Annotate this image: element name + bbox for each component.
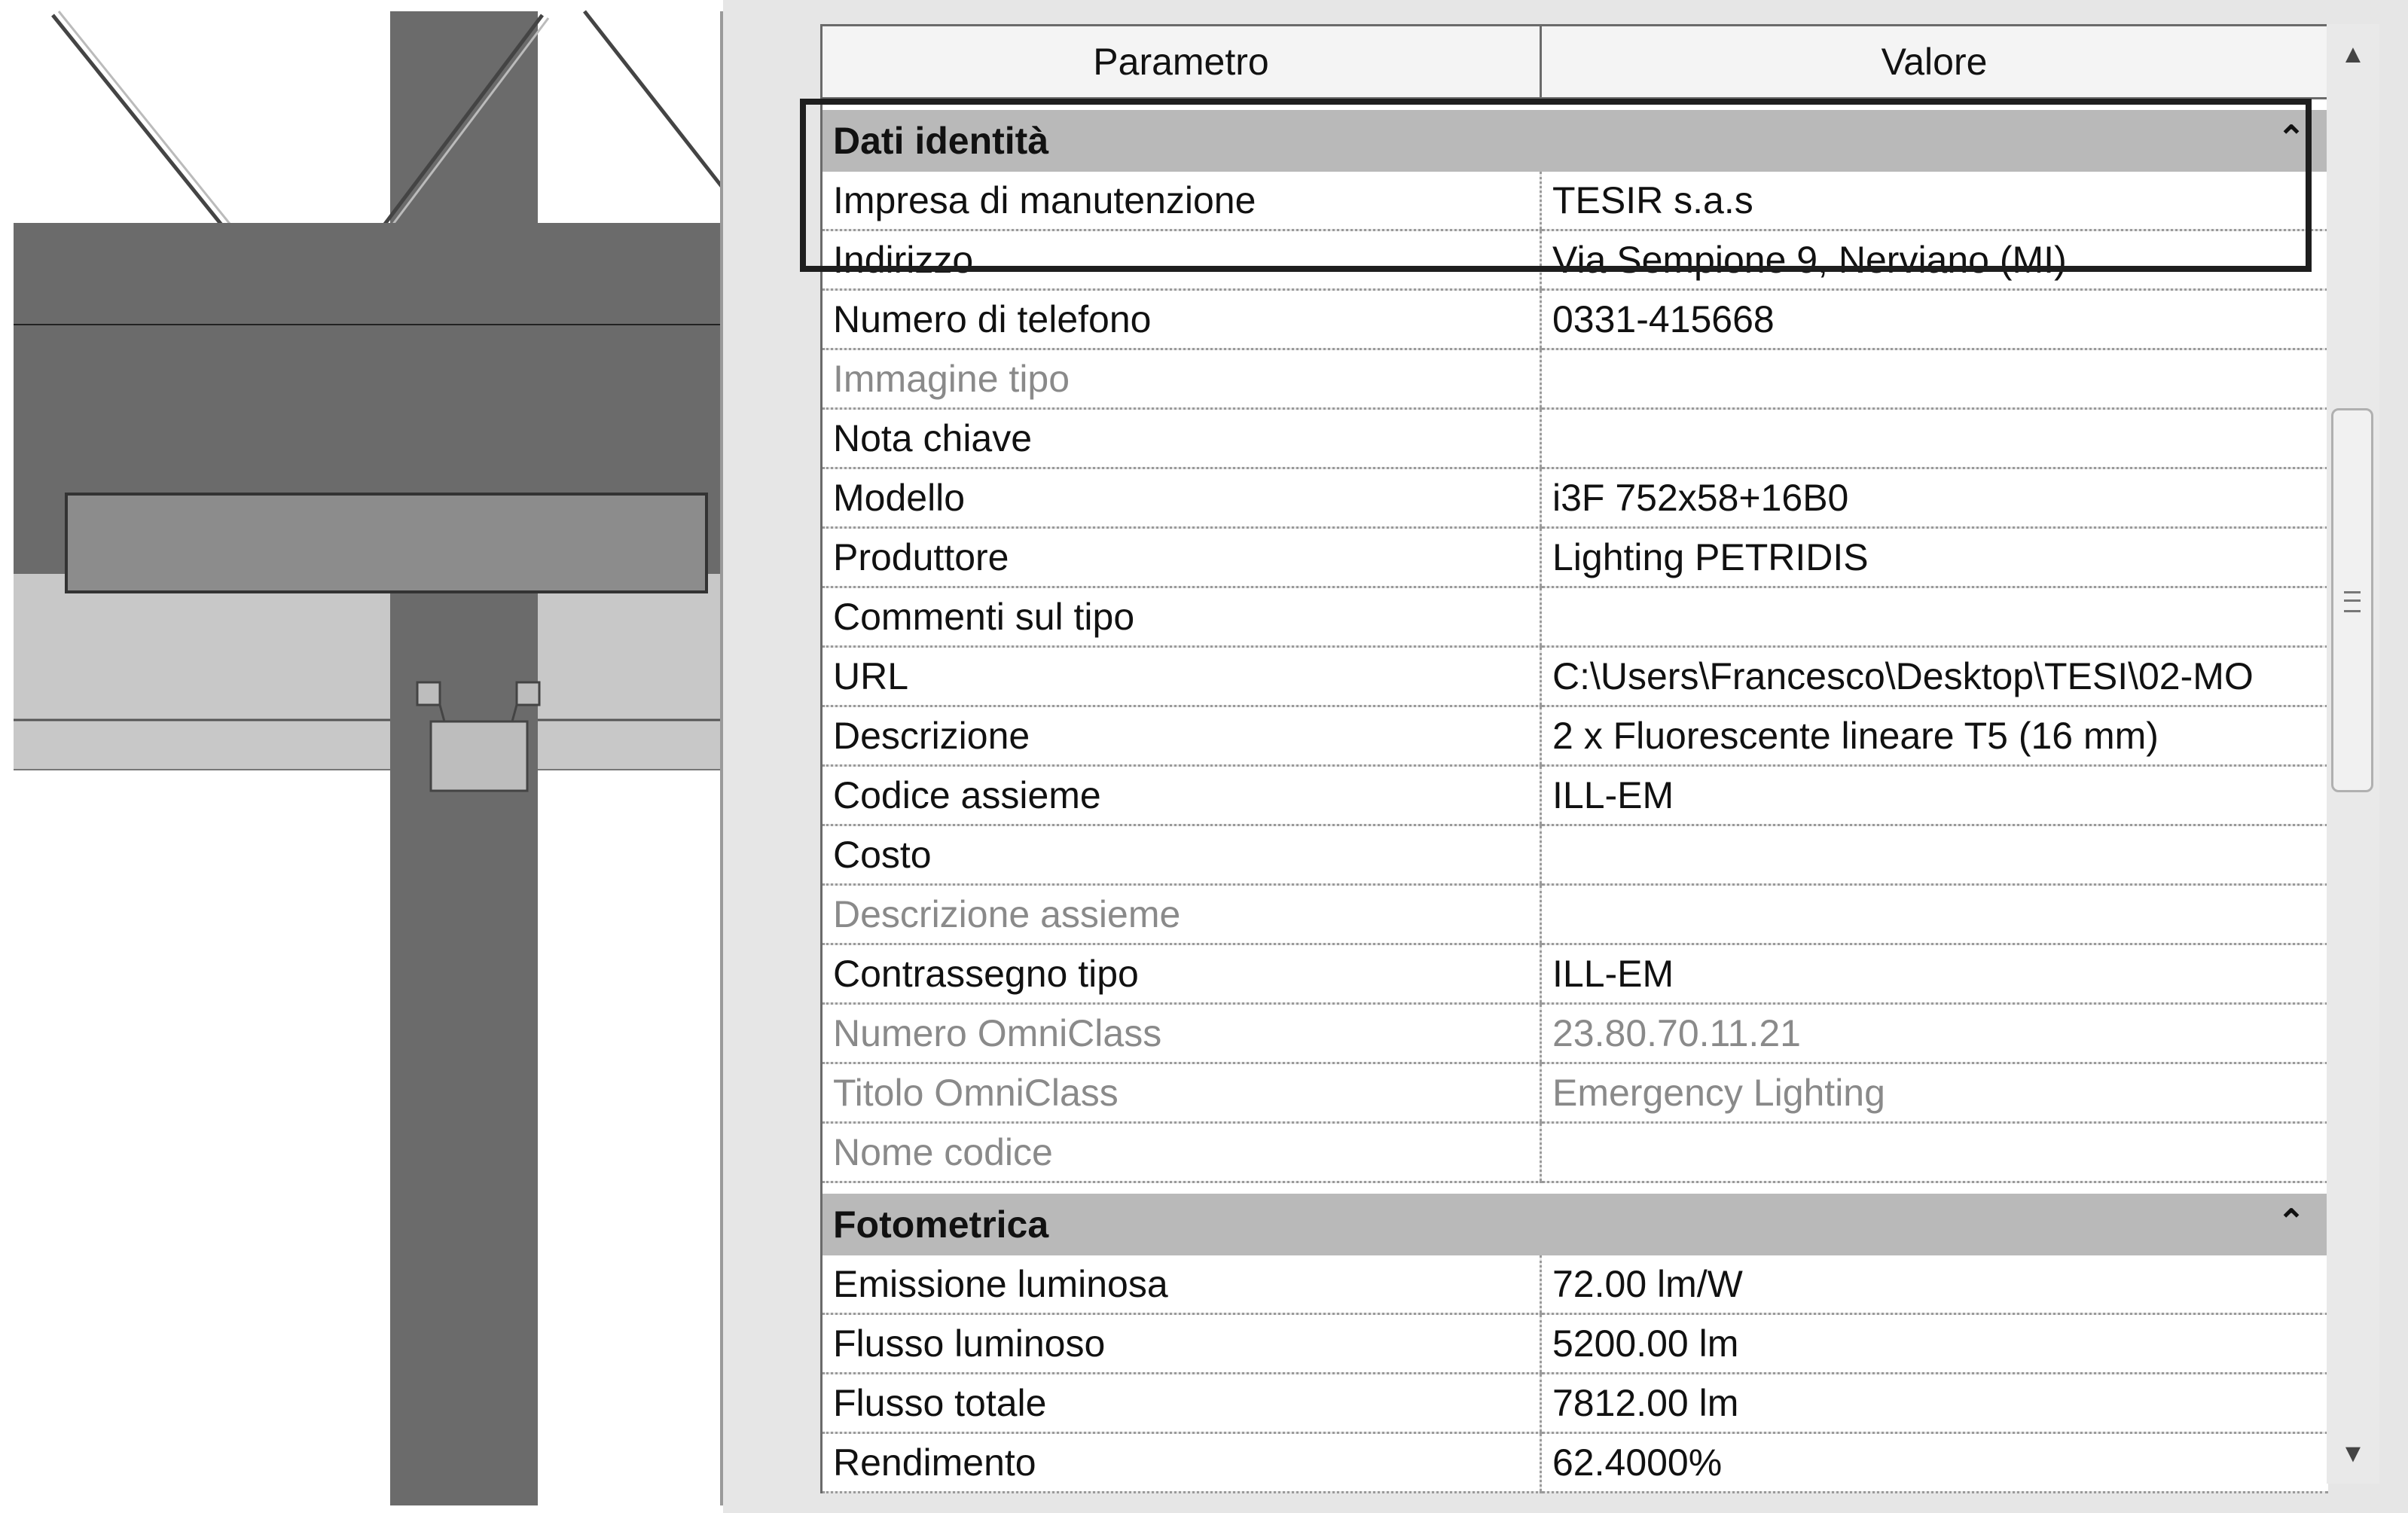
parameter-name: Contrassegno tipo xyxy=(822,944,1541,1004)
parameter-name: Titolo OmniClass xyxy=(822,1063,1541,1123)
parameter-name: Flusso totale xyxy=(822,1374,1541,1433)
group-title: Dati identità xyxy=(833,120,1049,162)
table-row[interactable] xyxy=(822,349,2328,409)
parameter-value[interactable] xyxy=(1541,1123,2328,1182)
collapse-icon[interactable]: ⌃ xyxy=(2277,120,2306,157)
parameter-name: Rendimento xyxy=(822,1433,1541,1493)
table-row[interactable] xyxy=(822,1255,2328,1314)
table-row[interactable] xyxy=(822,290,2328,349)
parameter-name: Produttore xyxy=(822,528,1541,587)
section-drawing xyxy=(0,0,723,1513)
parameter-name: Modello xyxy=(822,468,1541,528)
table-row[interactable] xyxy=(822,1314,2328,1374)
parameter-name: Commenti sul tipo xyxy=(822,587,1541,647)
parameter-value[interactable]: 23.80.70.11.21 xyxy=(1541,1004,2328,1063)
parameter-value[interactable]: Via Sempione 9, Nerviano (MI) xyxy=(1541,230,2328,290)
concrete-slab xyxy=(14,574,723,770)
parameter-value[interactable]: 72.00 lm/W xyxy=(1541,1255,2328,1314)
parameter-value[interactable] xyxy=(1541,409,2328,468)
type-properties-table xyxy=(820,24,2329,1493)
parameter-name: Costo xyxy=(822,825,1541,885)
table-row[interactable] xyxy=(822,587,2328,647)
parameter-name: Codice assieme xyxy=(822,766,1541,825)
table-header xyxy=(822,26,2328,99)
parameter-value[interactable] xyxy=(1541,825,2328,885)
table-row[interactable] xyxy=(822,172,2328,230)
drawing-viewport[interactable] xyxy=(0,0,723,1513)
table-row[interactable] xyxy=(822,1004,2328,1063)
parameter-name: Nota chiave xyxy=(822,409,1541,468)
parameter-name: Immagine tipo xyxy=(822,349,1541,409)
parameter-value[interactable]: 0331-415668 xyxy=(1541,290,2328,349)
parameter-value[interactable]: TESIR s.a.s xyxy=(1541,172,2328,230)
table-row[interactable] xyxy=(822,885,2328,944)
table-row[interactable] xyxy=(822,1433,2328,1493)
table-row[interactable] xyxy=(822,647,2328,706)
table-row[interactable] xyxy=(822,706,2328,766)
parameter-name: Descrizione assieme xyxy=(822,885,1541,944)
parameter-value[interactable]: 2 x Fluorescente lineare T5 (16 mm) xyxy=(1541,706,2328,766)
parameter-name: Descrizione xyxy=(822,706,1541,766)
table-row[interactable] xyxy=(822,528,2328,587)
table-row[interactable] xyxy=(822,409,2328,468)
parameter-value[interactable]: 7812.00 lm xyxy=(1541,1374,2328,1433)
group-header-photometry[interactable] xyxy=(822,1194,2328,1255)
parameter-value[interactable]: C:\Users\Francesco\Desktop\TESI\02-MO xyxy=(1541,647,2328,706)
beam-flange xyxy=(66,494,707,592)
collapse-icon[interactable]: ⌃ xyxy=(2277,1203,2306,1240)
grip-icon xyxy=(2344,591,2361,612)
scroll-down-arrow-icon[interactable]: ▼ xyxy=(2340,1438,2366,1468)
table-row[interactable] xyxy=(822,1063,2328,1123)
parameter-value[interactable]: 5200.00 lm xyxy=(1541,1314,2328,1374)
parameter-name: URL xyxy=(822,647,1541,706)
parameter-name: Numero OmniClass xyxy=(822,1004,1541,1063)
parameter-value[interactable] xyxy=(1541,885,2328,944)
group-header-identity[interactable] xyxy=(822,110,2328,172)
parameter-value[interactable]: 62.4000% xyxy=(1541,1433,2328,1493)
column-header-parameter[interactable]: Parametro xyxy=(822,26,1541,99)
parameter-value[interactable]: Emergency Lighting xyxy=(1541,1063,2328,1123)
parameter-name: Numero di telefono xyxy=(822,290,1541,349)
parameter-name: Indirizzo xyxy=(822,230,1541,290)
table-row[interactable] xyxy=(822,766,2328,825)
table-row[interactable] xyxy=(822,230,2328,290)
parameter-value[interactable]: i3F 752x58+16B0 xyxy=(1541,468,2328,528)
table-row[interactable] xyxy=(822,1123,2328,1182)
parameter-name: Emissione luminosa xyxy=(822,1255,1541,1314)
table-row[interactable] xyxy=(822,944,2328,1004)
table-row[interactable] xyxy=(822,1374,2328,1433)
parameter-name: Nome codice xyxy=(822,1123,1541,1182)
scroll-thumb[interactable] xyxy=(2331,408,2373,792)
parameter-value[interactable]: ILL-EM xyxy=(1541,944,2328,1004)
parameter-name: Flusso luminoso xyxy=(822,1314,1541,1374)
vertical-scrollbar[interactable] xyxy=(2327,24,2379,1484)
parameter-value[interactable]: ILL-EM xyxy=(1541,766,2328,825)
parameter-name: Impresa di manutenzione xyxy=(822,172,1541,230)
column-header-value[interactable]: Valore xyxy=(1541,26,2328,99)
table-row[interactable] xyxy=(822,468,2328,528)
parameter-value[interactable]: Lighting PETRIDIS xyxy=(1541,528,2328,587)
scroll-up-arrow-icon[interactable]: ▲ xyxy=(2340,39,2366,69)
parameter-value[interactable] xyxy=(1541,587,2328,647)
parameter-value[interactable] xyxy=(1541,349,2328,409)
table-row[interactable] xyxy=(822,825,2328,885)
group-title: Fotometrica xyxy=(833,1203,1049,1246)
